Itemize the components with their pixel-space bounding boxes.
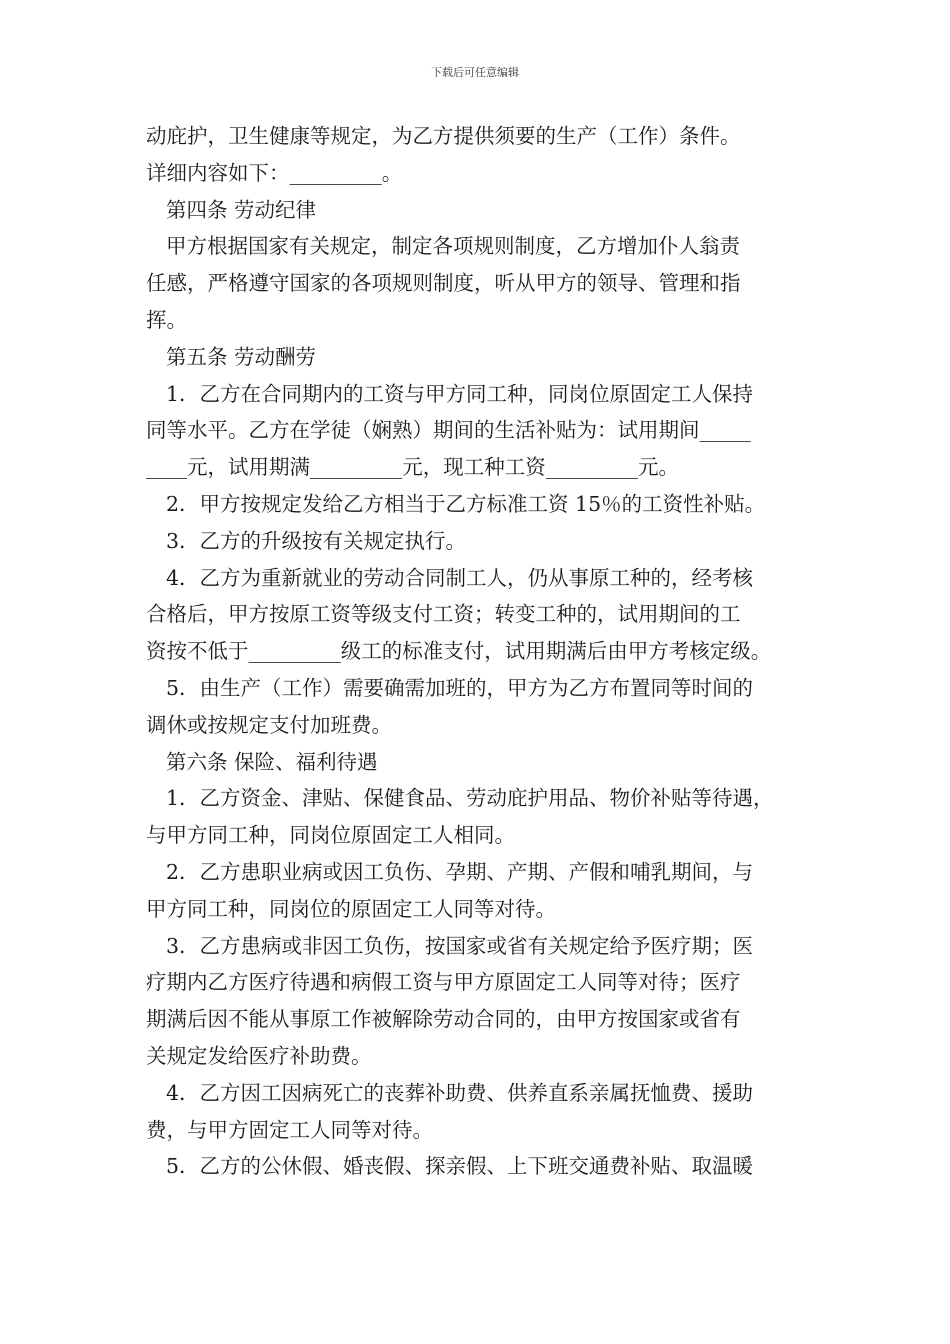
text-line: 疗期内乙方医疗待遇和病假工资与甲方原固定工人同等对待；医疗 (146, 970, 741, 995)
section-heading: 第五条 劳动酬劳 (166, 344, 317, 369)
text-line: 4．乙方因工因病死亡的丧葬补助费、供养直系亲属抚恤费、援助 (166, 1080, 754, 1105)
text-line: 挥。 (146, 307, 187, 332)
text-line: 调休或按规定支付加班费。 (146, 712, 392, 737)
text-line: 1．乙方资金、津贴、保健食品、劳动庇护用品、物价补贴等待遇， (166, 786, 774, 811)
text-line: 4．乙方为重新就业的劳动合同制工人，仍从事原工种的，经考核 (166, 565, 754, 590)
text-line: 3．乙方患病或非因工负伤，按国家或省有关规定给予医疗期；医 (166, 933, 754, 958)
text-line: 任感，严格遵守国家的各项规则制度，听从甲方的领导、管理和指 (146, 271, 741, 296)
text-line: 关规定发给医疗补助费。 (146, 1043, 372, 1068)
text-line: 同等水平。乙方在学徒（娴熟）期间的生活补贴为：试用期间_____ (146, 418, 751, 443)
text-line: 与甲方同工种，同岗位原固定工人相同。 (146, 823, 515, 848)
text-line: 详细内容如下：_________。 (146, 160, 403, 185)
page-header-note: 下载后可任意编辑 (431, 66, 519, 79)
text-line: ____元，试用期满_________元，现工种工资_________元。 (146, 455, 679, 480)
text-line: 费，与甲方固定工人同等对待。 (146, 1117, 433, 1142)
text-line: 2．甲方按规定发给乙方相当于乙方标准工资 15％的工资性补贴。 (166, 491, 766, 516)
text-line: 3．乙方的升级按有关规定执行。 (166, 528, 467, 553)
text-line: 资按不低于_________级工的标准支付，试用期满后由甲方考核定级。 (146, 639, 772, 664)
text-line: 2．乙方患职业病或因工负伤、孕期、产期、产假和哺乳期间，与 (166, 859, 754, 884)
text-line: 5．乙方的公休假、婚丧假、探亲假、上下班交通费补贴、取温暖 (166, 1154, 754, 1179)
text-line: 5．由生产（工作）需要确需加班的，甲方为乙方布置同等时间的 (166, 675, 754, 700)
text-line: 动庇护，卫生健康等规定，为乙方提供须要的生产（工作）条件。 (146, 124, 741, 148)
document-body (146, 118, 826, 1185)
text-line: 1．乙方在合同期内的工资与甲方同工种，同岗位原固定工人保持 (166, 381, 754, 406)
text-line: 甲方同工种，同岗位的原固定工人同等对待。 (146, 896, 556, 921)
text-line: 合格后，甲方按原工资等级支付工资；转变工种的，试用期间的工 (146, 602, 741, 627)
text-line: 期满后因不能从事原工作被解除劳动合同的，由甲方按国家或省有 (146, 1007, 741, 1032)
section-heading: 第四条 劳动纪律 (166, 197, 317, 222)
text-line: 甲方根据国家有关规定，制定各项规则制度，乙方增加仆人翁责 (166, 234, 740, 259)
section-heading: 第六条 保险、福利待遇 (166, 749, 378, 774)
